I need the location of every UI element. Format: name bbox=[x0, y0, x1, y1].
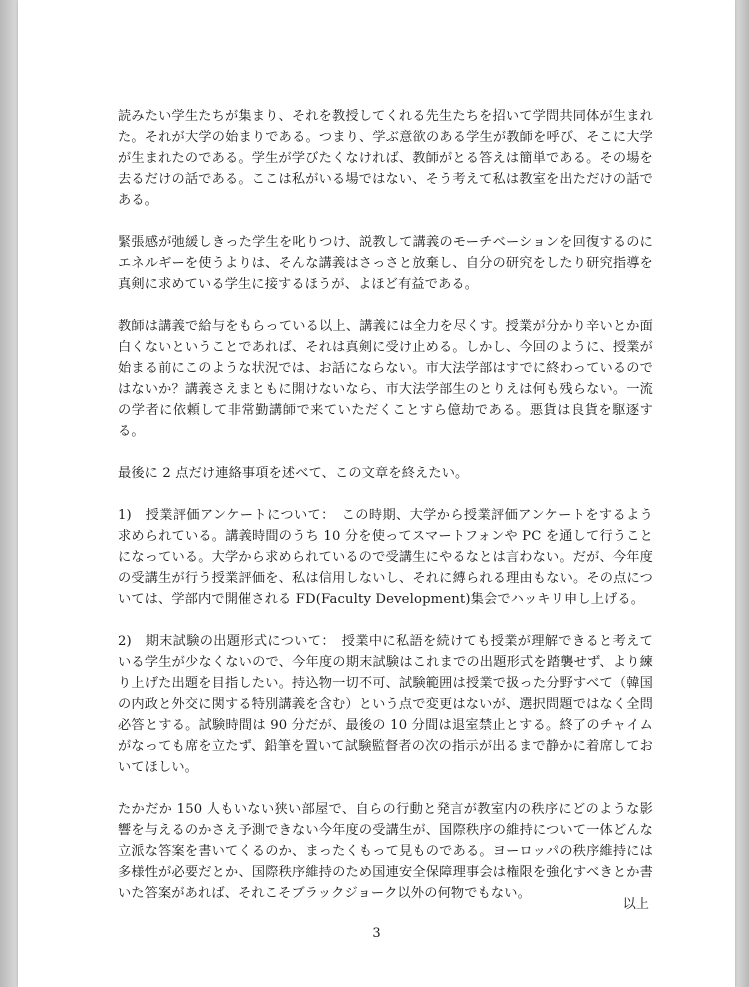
paragraph-teacher-duty: 教師は講義で給与をもらっている以上、講義には全力を尽くす。授業が分かり辛いとか面白くないということであれば、それは真剣に受け止める。しかし、今回のように、授業が始まる前にこのような状況では、お話にならない。市大法学部はすでに終わっているのではないか？講義さえまともに開けないなら、市大法学部生のとりえは何も残らない。一流の学者に依頼して非常勤講師で来ていただくことすら億劫である。悪貨は良貨を駆逐する。 bbox=[118, 319, 653, 439]
viewer-right-margin bbox=[735, 0, 749, 987]
paragraph-tension: 緊張感が弛緩しきった学生を叱りつけ、説教して講義のモーチベーションを回復するのにエネルギーを使うよりは、そんな講義はさっさと放棄し、自分の研究をしたり研究指導を真剣に求めている学生に接するほうが、よほど有益である。 bbox=[118, 235, 653, 292]
viewer-left-margin bbox=[0, 0, 18, 987]
paragraph-final-exam: 2) 期末試験の出題形式について： 授業中に私語を続けても授業が理解できると考えている学生が少なくないので、今年度の期末試験はこれまでの出題形式を踏襲せず、より練り上げた出題を目指したい。持込物一切不可、試験範囲は授業で扱った分野すべて（韓国の内政と外交に関する特別講義を含む）という点で変更はないが、選択問題ではなく全問必答とする。試験時間は 90 分だが、最後の 10 分間は退室禁止とする。終了のチャイムがなっても席を立たず、鉛筆を置いて試験監督者の次の指示が出るまで静かに着席しておいてほしい。 bbox=[118, 634, 653, 775]
page-number: 3 bbox=[372, 926, 381, 941]
paragraph-announcement-intro: 最後に 2 点だけ連絡事項を述べて、この文章を終えたい。 bbox=[118, 466, 469, 481]
document-body bbox=[118, 106, 653, 925]
closing-mark: 以上 bbox=[622, 897, 649, 912]
paragraph-university-origin: 読みたい学生たちが集まり、それを教授してくれる先生たちを招いて学問共同体が生まれた。それが大学の始まりである。つまり、学ぶ意欲のある学生が教師を呼び、そこに大学が生まれたのである。学生が学びたくなければ、教師がとる答えは簡単である。その場を去るだけの話である。ここは私がいる場ではない、そう考えて私は教室を出ただけの話である。 bbox=[118, 109, 653, 208]
paragraph-course-evaluation: 1) 授業評価アンケートについて： この時期、大学から授業評価アンケートをするよう求められている。講義時間のうち 10 分を使ってスマートフォンや PC を通して行うことになっている。大学から求められているので受講生にやるなとは言わない。だが、今年度の受講生が行う授業評価を、私は信用しないし、それに縛られる理由もない。その点については、学部内で開催される FD(Faculty Development)集会でハッキリ申し上げる。 bbox=[118, 508, 653, 607]
document-page bbox=[18, 0, 735, 987]
paragraph-conclusion: たかだか 150 人もいない狭い部屋で、自らの行動と発言が教室内の秩序にどのような影響を与えるのかさえ予測できない今年度の受講生が、国際秩序の維持について一体どんな立派な答案を書いてくるのか、まったくもって見ものである。ヨーロッパの秩序維持には多様性が必要だとか、国際秩序維持のため国連安全保障理事会は権限を強化すべきとか書いた答案があれば、それこそブラックジョーク以外の何物でもない。 bbox=[118, 802, 653, 901]
